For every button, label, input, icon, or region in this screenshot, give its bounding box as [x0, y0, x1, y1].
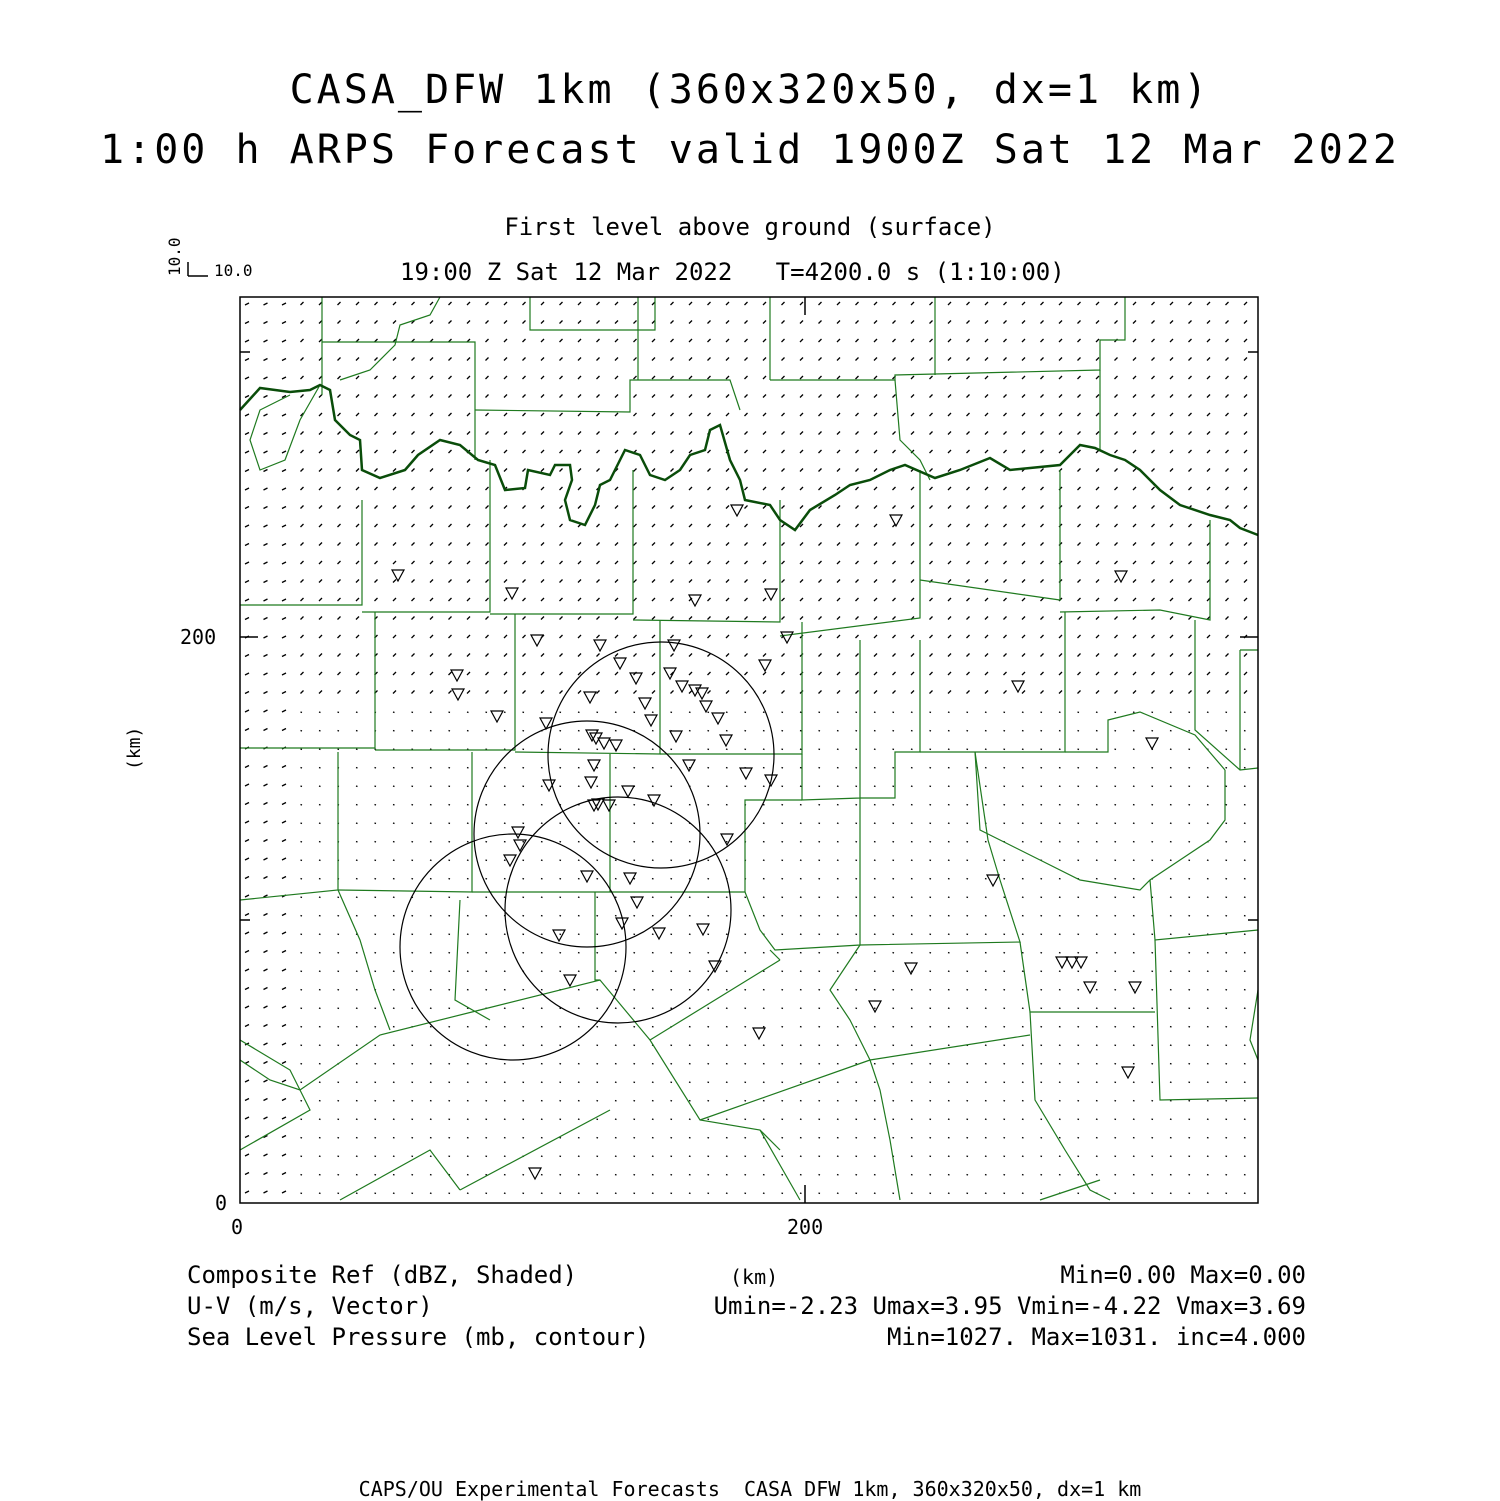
station-marker	[653, 928, 665, 939]
axis-labels	[124, 625, 823, 1239]
footer-credit: CAPS/OU Experimental Forecasts CASA DFW 1km, 360x320x50, dx=1 km	[358, 1477, 1142, 1501]
station-marker	[553, 930, 565, 941]
station-marker	[531, 635, 543, 646]
map-title-line1: CASA_DFW 1km (360x320x50, dx=1 km)	[289, 67, 1211, 113]
station-marker	[1146, 738, 1158, 749]
station-marker	[731, 505, 743, 516]
radar-range-ring	[548, 642, 774, 868]
station-marker	[683, 760, 695, 771]
county-line	[1020, 942, 1155, 1012]
station-marker	[452, 689, 464, 700]
station-marker	[905, 963, 917, 974]
station-marker	[392, 570, 404, 581]
wind-vector-field	[245, 302, 1247, 1194]
station-marker	[1012, 681, 1024, 692]
station-marker	[506, 588, 518, 599]
county-line	[1065, 712, 1225, 770]
county-line	[375, 614, 515, 750]
station-marker	[630, 673, 642, 684]
station-marker	[614, 658, 626, 669]
county-line	[240, 1040, 310, 1150]
field-legend-label: Composite Ref (dBZ, Shaded)	[187, 1261, 578, 1289]
y-label-0: 0	[215, 1191, 228, 1215]
station-marker	[697, 924, 709, 935]
station-marker	[564, 975, 576, 986]
station-marker	[765, 589, 777, 600]
station-marker	[645, 715, 657, 726]
vector-key	[165, 237, 253, 280]
county-line	[745, 798, 860, 950]
county-line	[830, 945, 900, 1200]
station-marker	[616, 918, 628, 929]
station-marker	[1122, 1067, 1134, 1078]
vector-key-vertical-label: 10.0	[165, 237, 184, 276]
level-label: First level above ground (surface)	[504, 213, 996, 241]
station-marker	[594, 640, 606, 651]
x-axis-unit: (km)	[730, 1265, 779, 1289]
county-line	[1030, 1012, 1110, 1200]
vector-legend-range: Umin=-2.23 Umax=3.95 Vmin=-4.22 Vmax=3.69	[713, 1292, 1306, 1320]
county-line	[240, 612, 375, 748]
county-line	[338, 752, 472, 892]
station-marker	[451, 670, 463, 681]
county-line	[1250, 990, 1258, 1060]
county-line	[595, 892, 600, 980]
station-marker	[740, 768, 752, 779]
station-marker	[709, 961, 721, 972]
county-line	[895, 380, 930, 480]
station-marker	[700, 701, 712, 712]
vector-legend-label: U-V (m/s, Vector)	[187, 1292, 433, 1320]
station-marker	[676, 681, 688, 692]
station-marker	[512, 827, 524, 838]
county-line	[860, 640, 920, 798]
state-boundary	[240, 385, 1258, 535]
station-marker	[631, 897, 643, 908]
valid-time-label: 19:00 Z Sat 12 Mar 2022 T=4200.0 s (1:10:00)	[400, 258, 1065, 286]
station-marker	[689, 595, 701, 606]
county-line	[338, 890, 390, 1030]
field-legend-range: Min=0.00 Max=0.00	[1060, 1261, 1306, 1289]
county-line	[475, 380, 740, 412]
county-line	[240, 500, 362, 605]
vector-key-horizontal-label: 10.0	[214, 261, 253, 280]
x-label-200: 200	[787, 1215, 824, 1239]
county-line	[1060, 520, 1210, 620]
county-line	[455, 900, 490, 1020]
county-line	[362, 460, 490, 612]
county-line	[610, 800, 802, 892]
station-marker	[1084, 982, 1096, 993]
county-line	[660, 622, 802, 754]
contour-legend-range: Min=1027. Max=1031. inc=4.000	[886, 1323, 1306, 1351]
county-line	[920, 612, 1065, 752]
station-marker	[890, 515, 902, 526]
county-line	[1155, 940, 1258, 1100]
county-line	[490, 470, 633, 614]
county-boundaries	[240, 297, 1258, 1200]
map-title-line2: 1:00 h ARPS Forecast valid 1900Z Sat 12 Mar 2022	[100, 127, 1400, 173]
county-line	[1195, 620, 1258, 770]
station-marker	[753, 1028, 765, 1039]
station-marker	[664, 668, 676, 679]
station-marker	[639, 698, 651, 709]
y-axis-unit: (km)	[124, 726, 145, 770]
station-marker	[987, 875, 999, 886]
station-marker	[759, 660, 771, 671]
county-line	[700, 1060, 870, 1120]
county-line	[1150, 880, 1258, 940]
radar-range-rings	[400, 642, 774, 1060]
station-marker	[598, 738, 610, 749]
station-marker	[581, 871, 593, 882]
station-marker	[491, 711, 503, 722]
county-line	[780, 470, 920, 636]
county-line	[870, 1035, 1030, 1060]
county-line	[340, 1150, 460, 1200]
county-line	[920, 470, 1060, 600]
county-line	[633, 500, 780, 622]
x-label-0: 0	[231, 1215, 244, 1239]
station-marker	[720, 735, 732, 746]
station-marker	[585, 777, 597, 788]
station-marker	[514, 840, 526, 851]
station-marker	[622, 786, 634, 797]
station-marker	[584, 692, 596, 703]
station-marker	[529, 1168, 541, 1179]
county-line	[802, 640, 860, 800]
river	[340, 297, 440, 380]
wind-vector-arrows	[245, 302, 1247, 1194]
station-marker	[603, 800, 615, 811]
station-marker	[1129, 982, 1141, 993]
county-line	[860, 752, 1020, 945]
lake-outline	[250, 385, 320, 470]
county-line	[240, 980, 800, 1200]
station-marker	[670, 731, 682, 742]
county-line	[770, 297, 1125, 380]
contour-legend-label: Sea Level Pressure (mb, contour)	[187, 1323, 650, 1351]
county-line	[240, 752, 338, 900]
county-line	[975, 752, 1225, 890]
y-label-200: 200	[180, 625, 217, 649]
county-line	[770, 950, 780, 960]
station-marker	[712, 713, 724, 724]
station-markers	[392, 505, 1158, 1179]
station-marker	[1056, 957, 1068, 968]
station-marker	[668, 640, 680, 651]
station-marker	[588, 760, 600, 771]
station-marker	[869, 1001, 881, 1012]
